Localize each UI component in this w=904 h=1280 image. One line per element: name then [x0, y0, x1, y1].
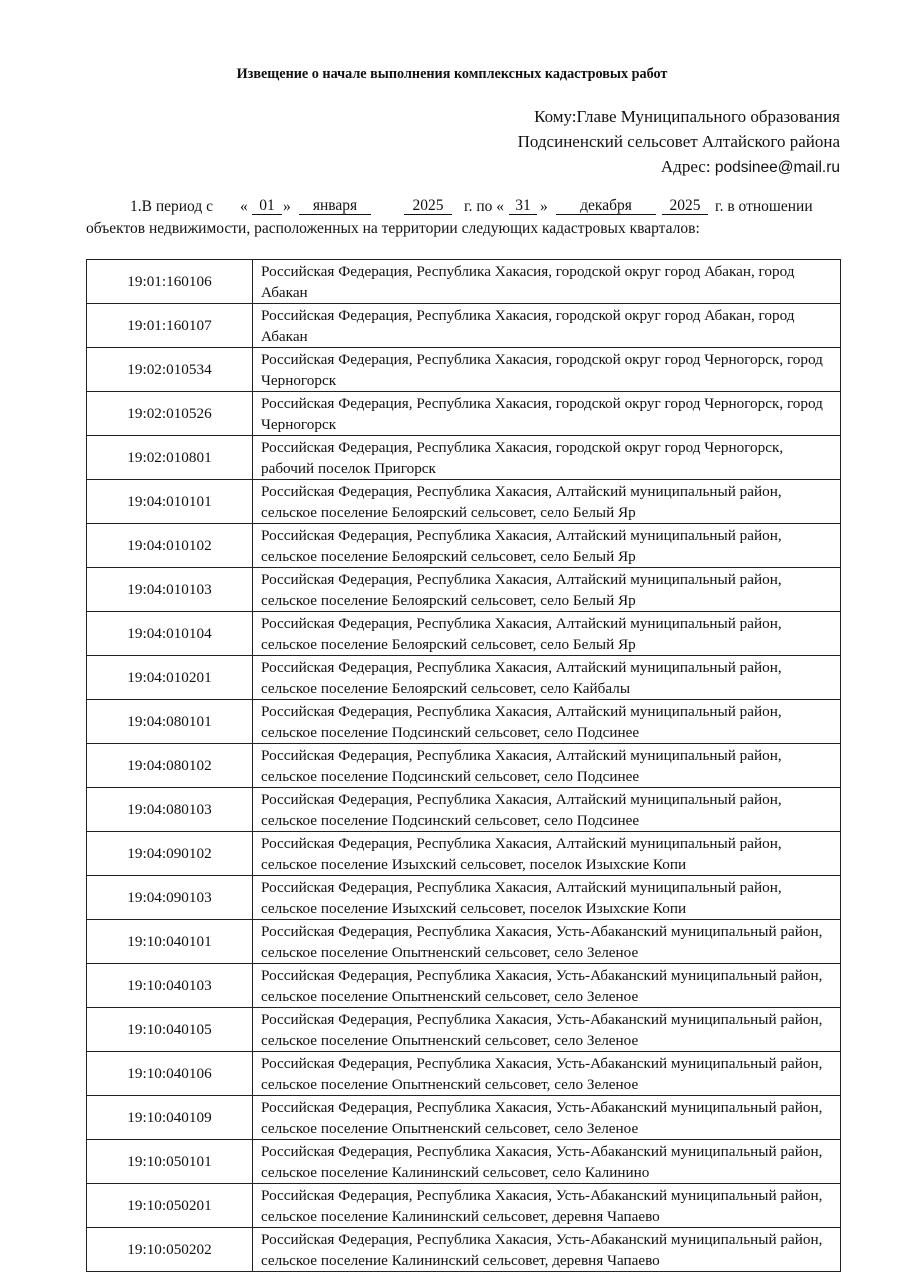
- quarter-address: Российская Федерация, Республика Хакасия, Алтайский муниципальный район, сельское поселение Белоярский сельсовет, село Кайбалы: [253, 656, 841, 700]
- document-title: Извещение о начале выполнения комплексных кадастровых работ: [236, 66, 668, 82]
- cadastral-code: 19:04:010103: [87, 568, 253, 612]
- table-row: [87, 348, 841, 392]
- quarter-address: Российская Федерация, Республика Хакасия, городской округ город Черногорск, город Черногорск: [253, 392, 841, 436]
- quarter-address: Российская Федерация, Республика Хакасия, Алтайский муниципальный район, сельское поселение Подсинский сельсовет, село Подсинее: [253, 700, 841, 744]
- period-intro: 1.В период с: [130, 198, 214, 215]
- table-row: [87, 1140, 841, 1184]
- start-month: января: [299, 196, 371, 215]
- cadastral-code: 19:10:050201: [87, 1184, 253, 1228]
- cadastral-code: 19:10:050101: [87, 1140, 253, 1184]
- quarter-address: Российская Федерация, Республика Хакасия, городской округ город Черногорск, рабочий поселок Пригорск: [253, 436, 841, 480]
- addressee-address: [518, 154, 840, 180]
- table-row: [87, 964, 841, 1008]
- table-row: [87, 1008, 841, 1052]
- cadastral-code: 19:04:010104: [87, 612, 253, 656]
- cadastral-code: 19:04:010101: [87, 480, 253, 524]
- table-row: [87, 392, 841, 436]
- cadastral-code: 19:04:080103: [87, 788, 253, 832]
- period-suffix: г. в отношении: [715, 198, 813, 215]
- cadastral-code: 19:01:160106: [87, 260, 253, 304]
- quarter-address: Российская Федерация, Республика Хакасия, Алтайский муниципальный район, сельское поселение Подсинский сельсовет, село Подсинее: [253, 788, 841, 832]
- period-line-2: объектов недвижимости, расположенных на территории следующих кадастровых кварталов:: [86, 220, 700, 237]
- table-row: [87, 920, 841, 964]
- cadastral-code: 19:10:040103: [87, 964, 253, 1008]
- cadastral-code: 19:04:090102: [87, 832, 253, 876]
- quarter-address: Российская Федерация, Республика Хакасия, Алтайский муниципальный район, сельское поселение Белоярский сельсовет, село Белый Яр: [253, 568, 841, 612]
- table-row: [87, 656, 841, 700]
- table-row: [87, 480, 841, 524]
- cadastral-code: 19:02:010526: [87, 392, 253, 436]
- address-label: Адрес:: [660, 157, 715, 176]
- end-day: 31: [509, 196, 537, 215]
- quarter-address: Российская Федерация, Республика Хакасия, городской округ город Абакан, город Абакан: [253, 304, 841, 348]
- quarter-address: Российская Федерация, Республика Хакасия, Алтайский муниципальный район, сельское поселение Подсинский сельсовет, село Подсинее: [253, 744, 841, 788]
- start-year: 2025: [404, 196, 452, 215]
- close-quote: »: [283, 198, 291, 215]
- table-row: [87, 1052, 841, 1096]
- table-row: [87, 260, 841, 304]
- table-row: [87, 568, 841, 612]
- table-row: [87, 832, 841, 876]
- quarter-address: Российская Федерация, Республика Хакасия, Усть-Абаканский муниципальный район, сельское поселение Калининский сельсовет, деревня Чапаево: [253, 1228, 841, 1272]
- period-paragraph: [86, 196, 846, 239]
- table-row: [87, 612, 841, 656]
- table-row: [87, 700, 841, 744]
- quarter-address: Российская Федерация, Республика Хакасия, Алтайский муниципальный район, сельское поселение Белоярский сельсовет, село Белый Яр: [253, 612, 841, 656]
- quarter-address: Российская Федерация, Республика Хакасия, Усть-Абаканский муниципальный район, сельское поселение Опытненский сельсовет, село Зеленое: [253, 1052, 841, 1096]
- quarter-address: Российская Федерация, Республика Хакасия, Усть-Абаканский муниципальный район, сельское поселение Опытненский сельсовет, село Зеленое: [253, 1008, 841, 1052]
- table-row: [87, 1184, 841, 1228]
- quarter-address: Российская Федерация, Республика Хакасия, Усть-Абаканский муниципальный район, сельское поселение Опытненский сельсовет, село Зеленое: [253, 1096, 841, 1140]
- table-row: [87, 1096, 841, 1140]
- end-month: декабря: [556, 196, 656, 215]
- addressee-block: [518, 104, 840, 180]
- table-row: [87, 876, 841, 920]
- table-row: [87, 524, 841, 568]
- open-quote: «: [240, 198, 248, 215]
- cadastral-code: 19:01:160107: [87, 304, 253, 348]
- quarter-address: Российская Федерация, Республика Хакасия, Усть-Абаканский муниципальный район, сельское поселение Опытненский сельсовет, село Зеленое: [253, 964, 841, 1008]
- end-year: 2025: [662, 196, 708, 215]
- quarter-address: Российская Федерация, Республика Хакасия, Алтайский муниципальный район, сельское поселение Изыхский сельсовет, поселок Изыхские Копи: [253, 876, 841, 920]
- quarter-address: Российская Федерация, Республика Хакасия, Алтайский муниципальный район, сельское поселение Изыхский сельсовет, поселок Изыхские Копи: [253, 832, 841, 876]
- cadastral-code: 19:10:040101: [87, 920, 253, 964]
- addressee-line-2: Подсиненский сельсовет Алтайского района: [517, 132, 840, 151]
- quarter-address: Российская Федерация, Республика Хакасия, Усть-Абаканский муниципальный район, сельское поселение Опытненский сельсовет, село Зеленое: [253, 920, 841, 964]
- cadastral-code: 19:04:080102: [87, 744, 253, 788]
- close-quote-2: »: [540, 198, 548, 215]
- quarter-address: Российская Федерация, Республика Хакасия, Алтайский муниципальный район, сельское поселение Белоярский сельсовет, село Белый Яр: [253, 480, 841, 524]
- cadastral-code: 19:10:050202: [87, 1228, 253, 1272]
- cadastral-code: 19:02:010534: [87, 348, 253, 392]
- cadastral-code: 19:04:080101: [87, 700, 253, 744]
- quarter-address: Российская Федерация, Республика Хакасия, Усть-Абаканский муниципальный район, сельское поселение Калининский сельсовет, деревня Чапаево: [253, 1184, 841, 1228]
- cadastral-code: 19:04:090103: [87, 876, 253, 920]
- cadastral-code: 19:10:040105: [87, 1008, 253, 1052]
- cadastral-code: 19:02:010801: [87, 436, 253, 480]
- cadastral-code: 19:04:010201: [87, 656, 253, 700]
- cadastral-code: 19:10:040109: [87, 1096, 253, 1140]
- quarter-address: Российская Федерация, Республика Хакасия, городской округ город Абакан, город Абакан: [253, 260, 841, 304]
- quarter-address: Российская Федерация, Республика Хакасия, городской округ город Черногорск, город Черногорск: [253, 348, 841, 392]
- table-row: [87, 1228, 841, 1272]
- cadastral-quarters-table: [86, 259, 841, 1272]
- table-row: [87, 788, 841, 832]
- year-to-text: г. по «: [464, 198, 505, 215]
- email-address: podsinee@mail.ru: [714, 159, 840, 176]
- table-row: [87, 436, 841, 480]
- period-line-1: [86, 196, 846, 218]
- cadastral-code: 19:04:010102: [87, 524, 253, 568]
- start-day: 01: [252, 196, 282, 215]
- cadastral-code: 19:10:040106: [87, 1052, 253, 1096]
- quarter-address: Российская Федерация, Республика Хакасия, Усть-Абаканский муниципальный район, сельское поселение Калининский сельсовет, село Калинино: [253, 1140, 841, 1184]
- table-row: [87, 744, 841, 788]
- table-row: [87, 304, 841, 348]
- quarter-address: Российская Федерация, Республика Хакасия, Алтайский муниципальный район, сельское поселение Белоярский сельсовет, село Белый Яр: [253, 524, 841, 568]
- addressee-line-1: Кому:Главе Муниципального образования: [534, 107, 840, 126]
